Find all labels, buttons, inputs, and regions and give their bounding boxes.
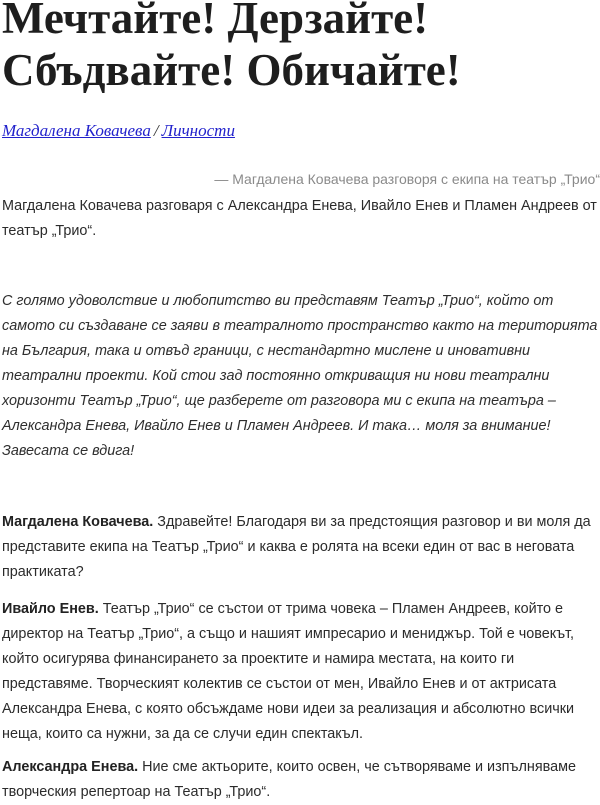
intro-paragraph: С голямо удоволствие и любопитство ви представям Театър „Трио“, който от самото си създаване се заяви в театралното пространство както на територията на България, така и отвъд граници, с нестандартно мислене и иновативни театрални проекти. Кой стои зад постоянно откриващия ни нови театрални хоризонти Театър „Трио“, ще разберете от разговора ми с екипа на театъра – Александра Енева, Ивайло Енев и Пламен Андреев. И така… моля за внимание! Завесата се вдига! (2, 293, 598, 459)
speaker-name: Магдалена Ковачева. (2, 514, 154, 530)
byline (2, 121, 235, 141)
dialogue-paragraph (2, 597, 598, 747)
article-title-line-1: Мечтайте! Дерзайте! (2, 0, 429, 43)
author-link[interactable]: Магдалена Ковачева (2, 121, 151, 140)
dialogue-text: Ние сме актьорите, които освен, че сътворяваме и изпълняваме творческия репертоар на Театър „Трио“. (2, 759, 576, 800)
speaker-name: Ивайло Енев. (2, 601, 99, 617)
article-title-line-2: Сбъдвайте! Обичайте! (2, 45, 461, 95)
dialogue-paragraph (2, 755, 598, 805)
speaker-name: Александра Енева. (2, 759, 139, 775)
article-title (2, 0, 461, 96)
dialogue-text: Театър „Трио“ се състои от трима човека – Пламен Андреев, който е директор на Театър „Трио“, а също и нашият импресарио и мениджър. Той е човекът, който осигурява финансирането за проектите и намира местата, на които ги представяме. Творческият колектив се състои от мен, Ивайло Енев и от актрисата Александра Енева, с която обсъждаме нови идеи за реализация и абсолютно всички неща, които са нужни, за да се случи един спектакъл. (2, 601, 575, 742)
dialogue-paragraph (2, 510, 598, 585)
dialogue-text: Здравейте! Благодаря ви за предстоящия разговор и ви моля да представите екипа на Театър „Трио“ и каква е ролята на всеки един от вас в неговата практиката? (2, 514, 591, 580)
lead-paragraph: Магдалена Ковачева разговаря с Александра Енева, Ивайло Енев и Пламен Андреев от театър „Трио“. (2, 198, 597, 239)
category-link[interactable]: Личности (161, 121, 235, 140)
image-caption: — Магдалена Ковачева разговоря с екипа на театър „Трио“ (214, 171, 600, 187)
byline-separator: / (153, 121, 159, 140)
